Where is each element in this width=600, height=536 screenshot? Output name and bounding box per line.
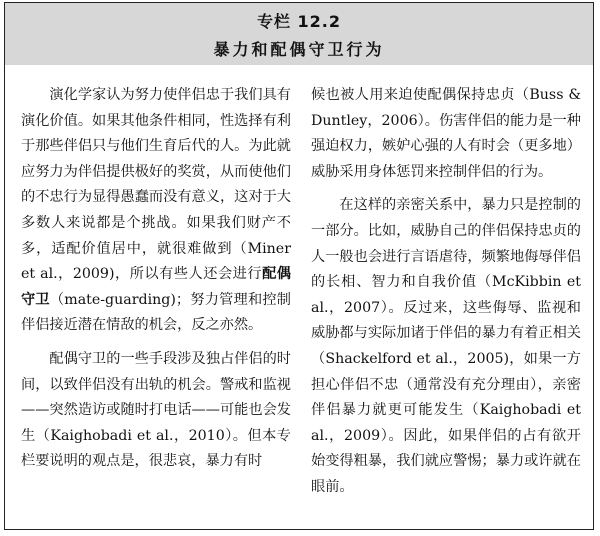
- left-p1-text-a: 演化学家认为努力使伴侣忠于我们具有演化价值。如果其他条件相同，性选择有利于那些伴侣只与他们生育后代的人。为此就应努力为伴侣提供极好的奖赏，从而使他们的不忠行为显得愚蠢而没有意义，这对于大多数人来说都是个挑战。如果我们财产不多，适配价值居中，就很难做到（Miner et al.，2009)，所以有些人还会进行: [21, 87, 291, 283]
- box-title: 暴力和配偶守卫行为: [213, 40, 385, 59]
- left-paragraph-1: [21, 83, 291, 339]
- right-paragraph-2: 在这样的亲密关系中，暴力只是控制的一部分。比如，威胁自己的伴侣保持忠贞的人一般也会进行言语虐待，频繁地侮辱伴侣的长相、智力和自我价值（McKibbin et al.，2007）。反过来，这些侮辱、监视和威胁都与实际加诸于伴侣的暴力有着正相关（Shackelford et al.，2005)，如果一方担心伴侣不忠（通常没有充分理由），亲密伴侣暴力就更可能发生（Kaighobadi et al.，2009）。因此，如果伴侣的占有欲开始变得粗暴，我们就应警惕；暴力或许就在眼前。: [311, 197, 581, 495]
- left-p1-text-b: （mate-guarding)；努力管理和控制伴侣接近潜在情敌的机会，反之亦然。: [21, 291, 291, 334]
- key-term: 配偶守卫: [21, 266, 291, 308]
- left-column: [21, 83, 291, 475]
- box-header: [5, 3, 593, 65]
- sidebar-box: [4, 2, 594, 530]
- right-paragraph-1: 候也被人用来迫使配偶保持忠贞（Buss & Duntley，2006）。伤害伴侣的能力是一种强迫权力，嫉妒心强的人有时会（更多地）威胁采用身体惩罚来控制伴侣的行为。: [311, 87, 581, 180]
- box-label: 专栏 12.2: [256, 12, 342, 31]
- left-paragraph-2: 配偶守卫的一些手段涉及独占伴侣的时间，以致伴侣没有出轨的机会。警戒和监视——突然造访或随时打电话——可能也会发生（Kaighobadi et al.，2010）。但本专栏要说明的观点是，很悲哀，暴力有时: [21, 350, 291, 470]
- right-column: [311, 83, 581, 501]
